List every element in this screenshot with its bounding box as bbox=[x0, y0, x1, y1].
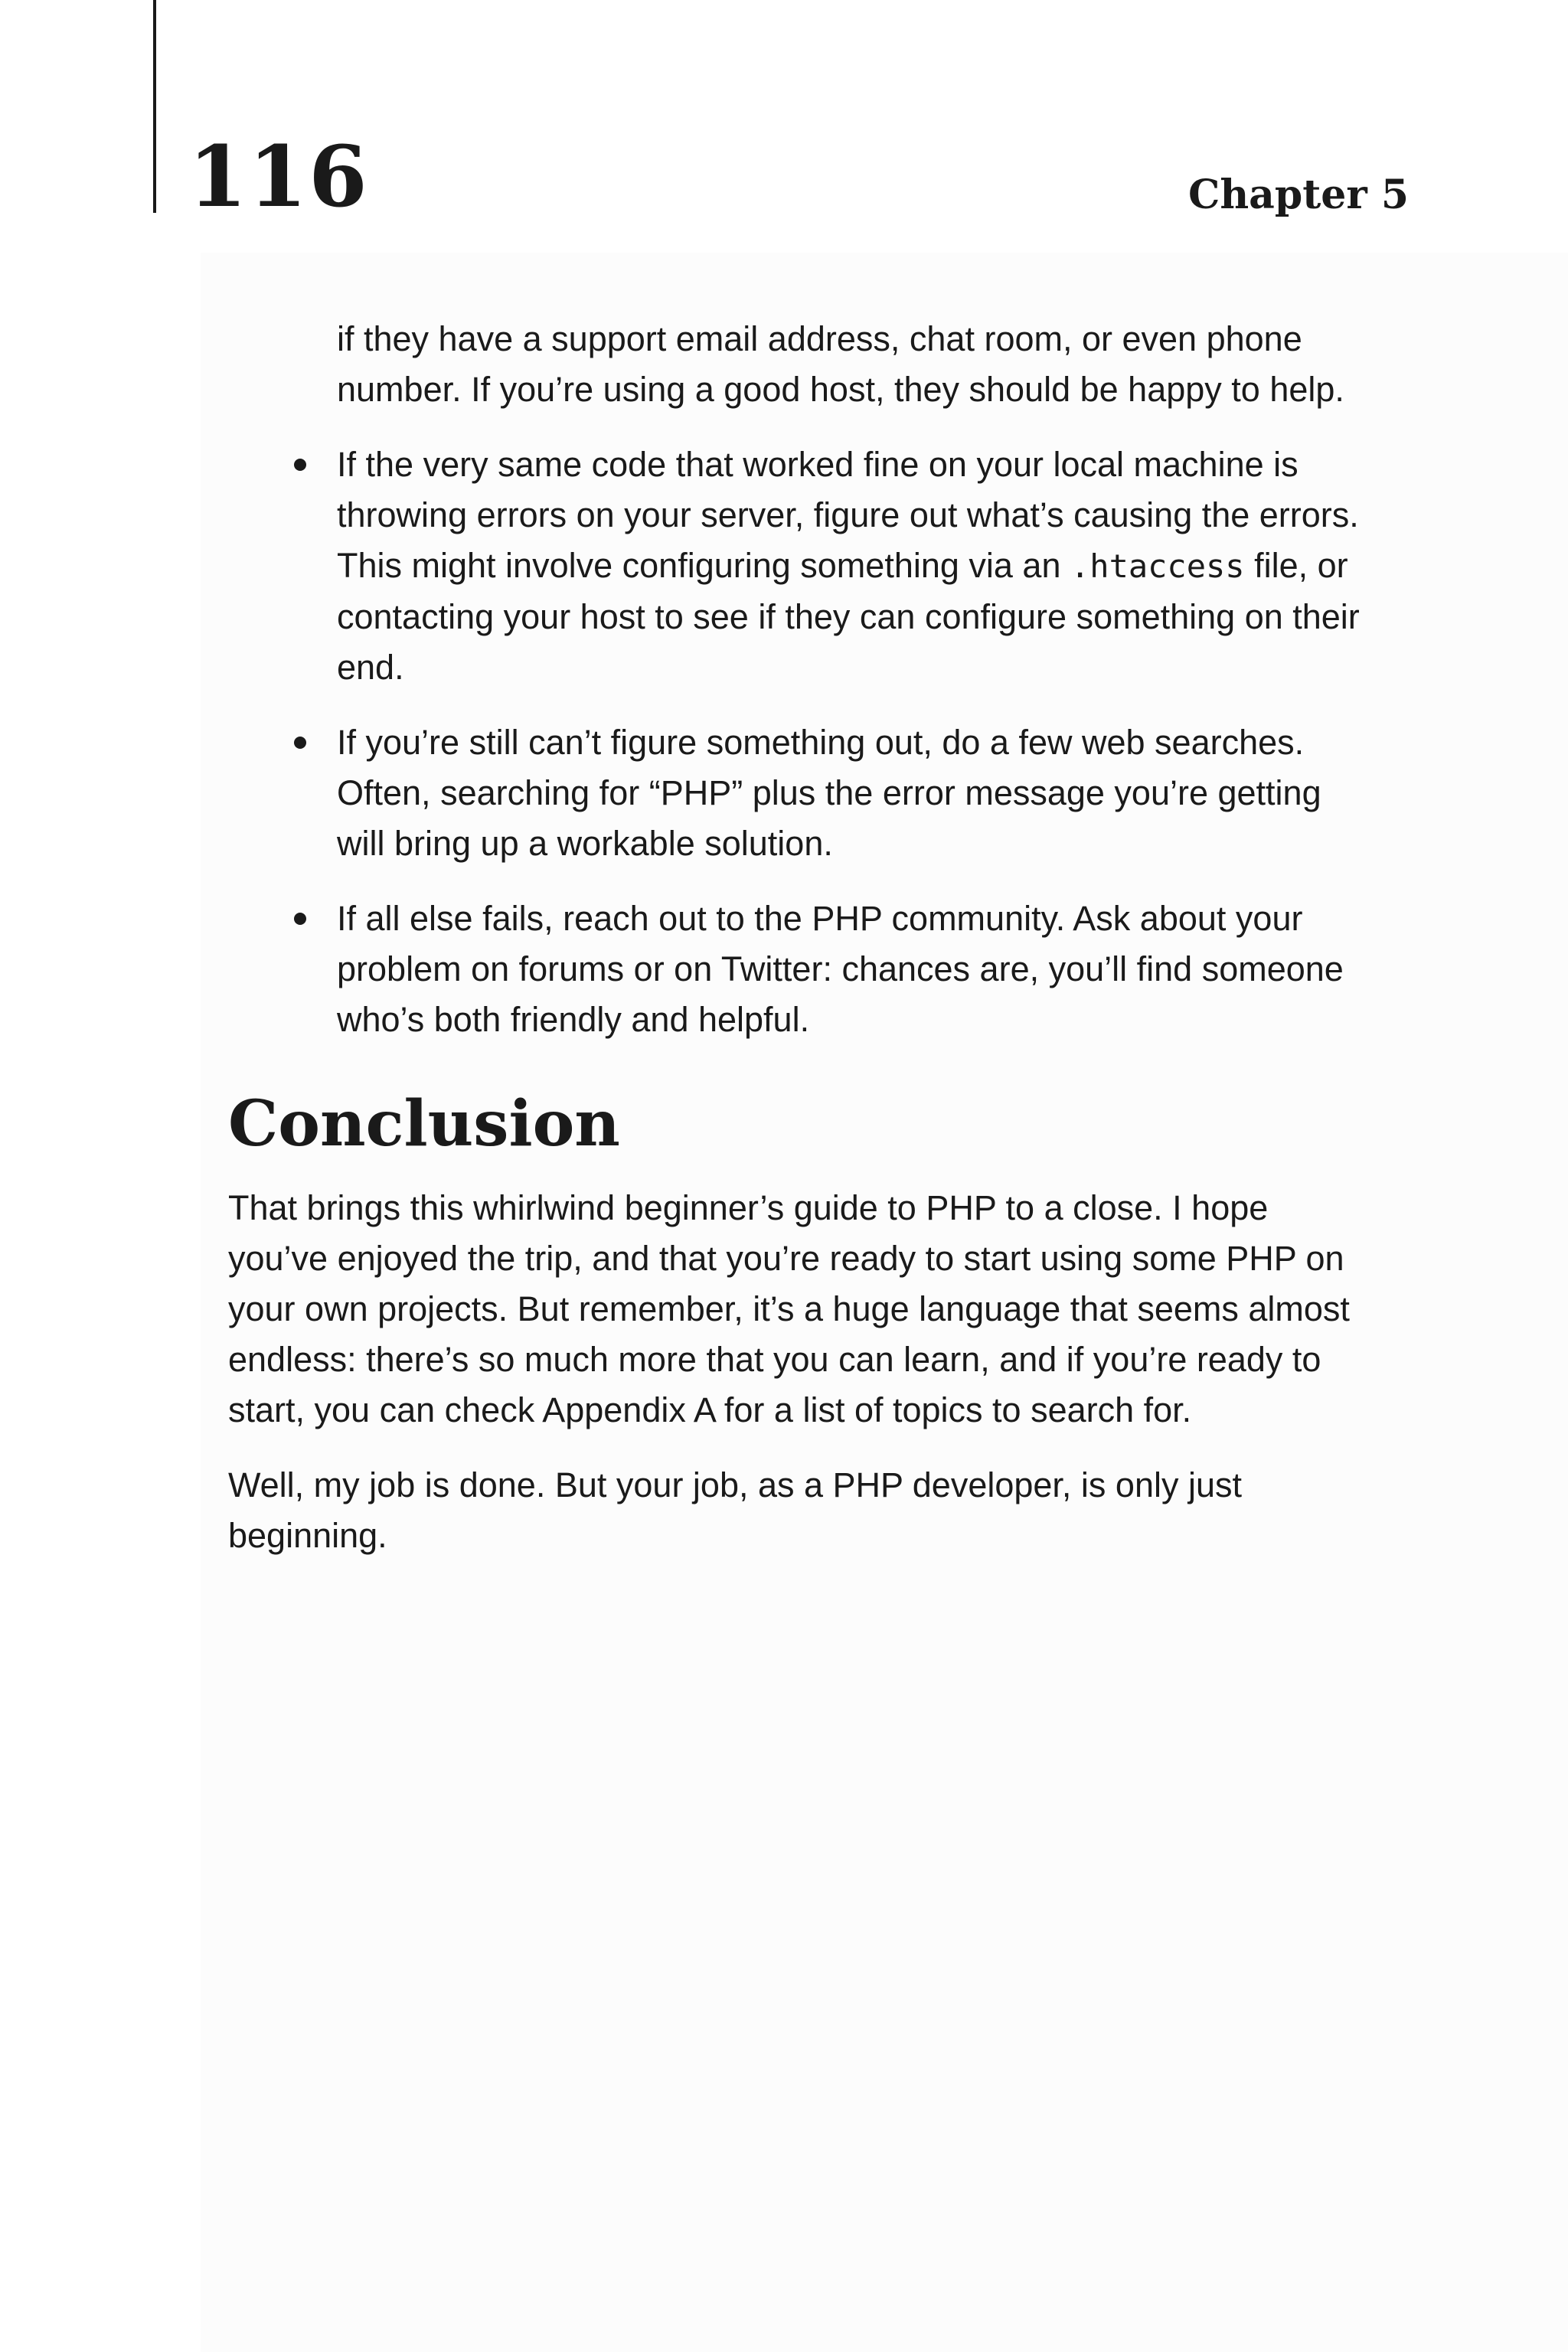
list-item bbox=[228, 717, 1361, 869]
list-item-text: If all else fails, reach out to the PHP community. Ask about your problem on forums or on Twitter: chances are, you’ll find someone who’s both friendly and helpful. bbox=[337, 899, 1344, 1039]
list-item bbox=[228, 439, 1361, 693]
tips-list bbox=[228, 439, 1361, 1045]
list-item-text: If the very same code that worked fine on your local machine is throwing errors on your server, figure out what’s causing the errors. This might involve configuring something via an bbox=[337, 445, 1359, 585]
body-paragraph: That brings this whirlwind beginner’s guide to PHP to a close. I hope you’ve enjoyed the trip, and that you’re ready to start using some PHP on your own projects. But remember, it’s a huge language that seems almost endless: there’s so much more that you can learn, and if you’re ready to start, you can check Appendix A for a list of topics to search for. bbox=[228, 1188, 1350, 1430]
body-paragraph: Well, my job is done. But your job, as a PHP developer, is only just beginning. bbox=[228, 1465, 1243, 1556]
list-item-text: If you’re still can’t figure something out, do a few web searches. Often, searching for “PHP” plus the error message you’re getting will bring up a workable solution. bbox=[337, 723, 1321, 863]
bullet-icon bbox=[294, 913, 306, 925]
list-item bbox=[228, 893, 1361, 1045]
chapter-label: Chapter 5 bbox=[1187, 172, 1409, 218]
page-edge-rule bbox=[153, 0, 156, 213]
page-content bbox=[228, 314, 1361, 1586]
list-item-text-continued: file, or contacting your host to see if they can configure something on their end. bbox=[337, 546, 1360, 687]
bullet-icon bbox=[294, 737, 306, 749]
section-heading: Conclusion bbox=[228, 1087, 620, 1161]
continued-paragraph: if they have a support email address, chat room, or even phone number. If you’re using a good host, they should be happy to help. bbox=[337, 319, 1344, 409]
page-number: 116 bbox=[188, 127, 369, 226]
inline-code: .htaccess bbox=[1070, 547, 1245, 585]
bullet-icon bbox=[294, 459, 306, 471]
